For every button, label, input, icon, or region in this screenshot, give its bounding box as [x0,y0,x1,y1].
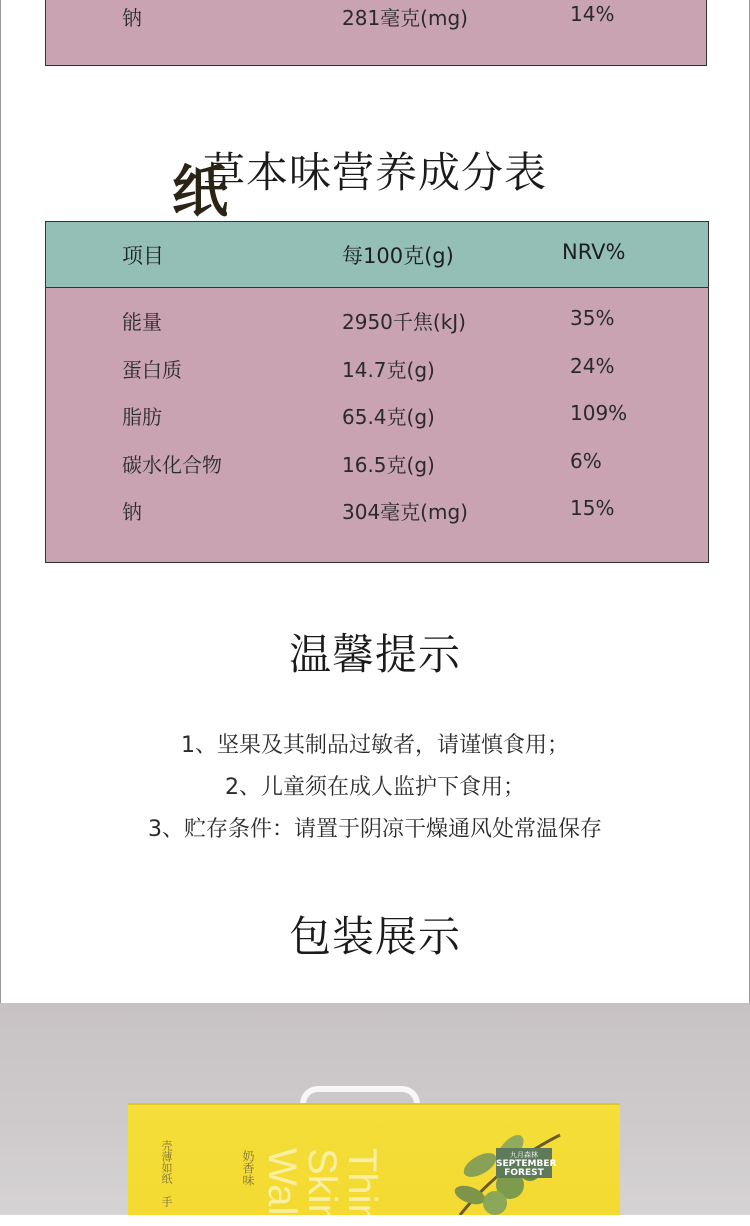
section-title-package: 包装展示 [288,912,461,961]
table-row [46,354,708,384]
box-hand-text: 手 [160,1196,173,1207]
header-item: 项目 [122,244,164,268]
box-small-text: 壳薄如纸 [160,1140,173,1184]
cell-nrv: 14% [570,2,615,26]
section-title-herbal-nutrition: 草本味营养成分表 [202,148,547,197]
tip-line: 2、儿童须在成人监护下食用； [225,775,525,800]
cell-per100: 281毫克(mg) [342,6,468,30]
box-english-text: Thin Skin Wal [260,1148,384,1226]
cell-item: 钠 [122,500,142,524]
table-header [46,222,708,288]
tip-line: 3、贮存条件：请置于阴凉干燥通风处常温保存 [148,817,602,842]
cell-item: 能量 [122,310,162,334]
brand-logo [496,1148,557,1178]
table-row [46,2,706,32]
logo-en-2: FOREST [504,1168,544,1178]
box-brand-glyph: 纸 [172,159,228,225]
cell-nrv: 6% [570,449,602,473]
table-row [46,401,708,431]
box-flavor-text: 奶香味 [241,1150,255,1186]
section-title-tips: 温馨提示 [288,630,461,679]
cell-per100: 304毫克(mg) [342,500,468,524]
cell-item: 脂肪 [122,405,162,429]
cell-per100: 14.7克(g) [342,358,435,382]
table-row [46,306,708,336]
cell-nrv: 24% [570,354,615,378]
cell-item: 蛋白质 [122,358,182,382]
header-nrv: NRV% [562,240,626,264]
nutrition-table-herbal [45,221,709,563]
table-row [46,496,708,526]
cell-nrv: 35% [570,306,615,330]
cell-nrv: 15% [570,496,615,520]
cell-item: 钠 [122,6,142,30]
cell-per100: 65.4克(g) [342,405,435,429]
nutrition-table-previous [45,0,707,66]
tip-line: 1、坚果及其制品过敏者，请谨慎食用； [181,733,569,758]
table-row [46,449,708,479]
header-per100: 每100克(g) [342,244,454,268]
cell-per100: 2950千焦(kJ) [342,310,466,334]
cell-nrv: 109% [570,401,628,425]
cell-item: 碳水化合物 [122,453,222,477]
logo-cn: 九月森林 [510,1151,538,1159]
cell-per100: 16.5克(g) [342,453,435,477]
logo-en-1: SEPTEMBER [496,1159,557,1169]
